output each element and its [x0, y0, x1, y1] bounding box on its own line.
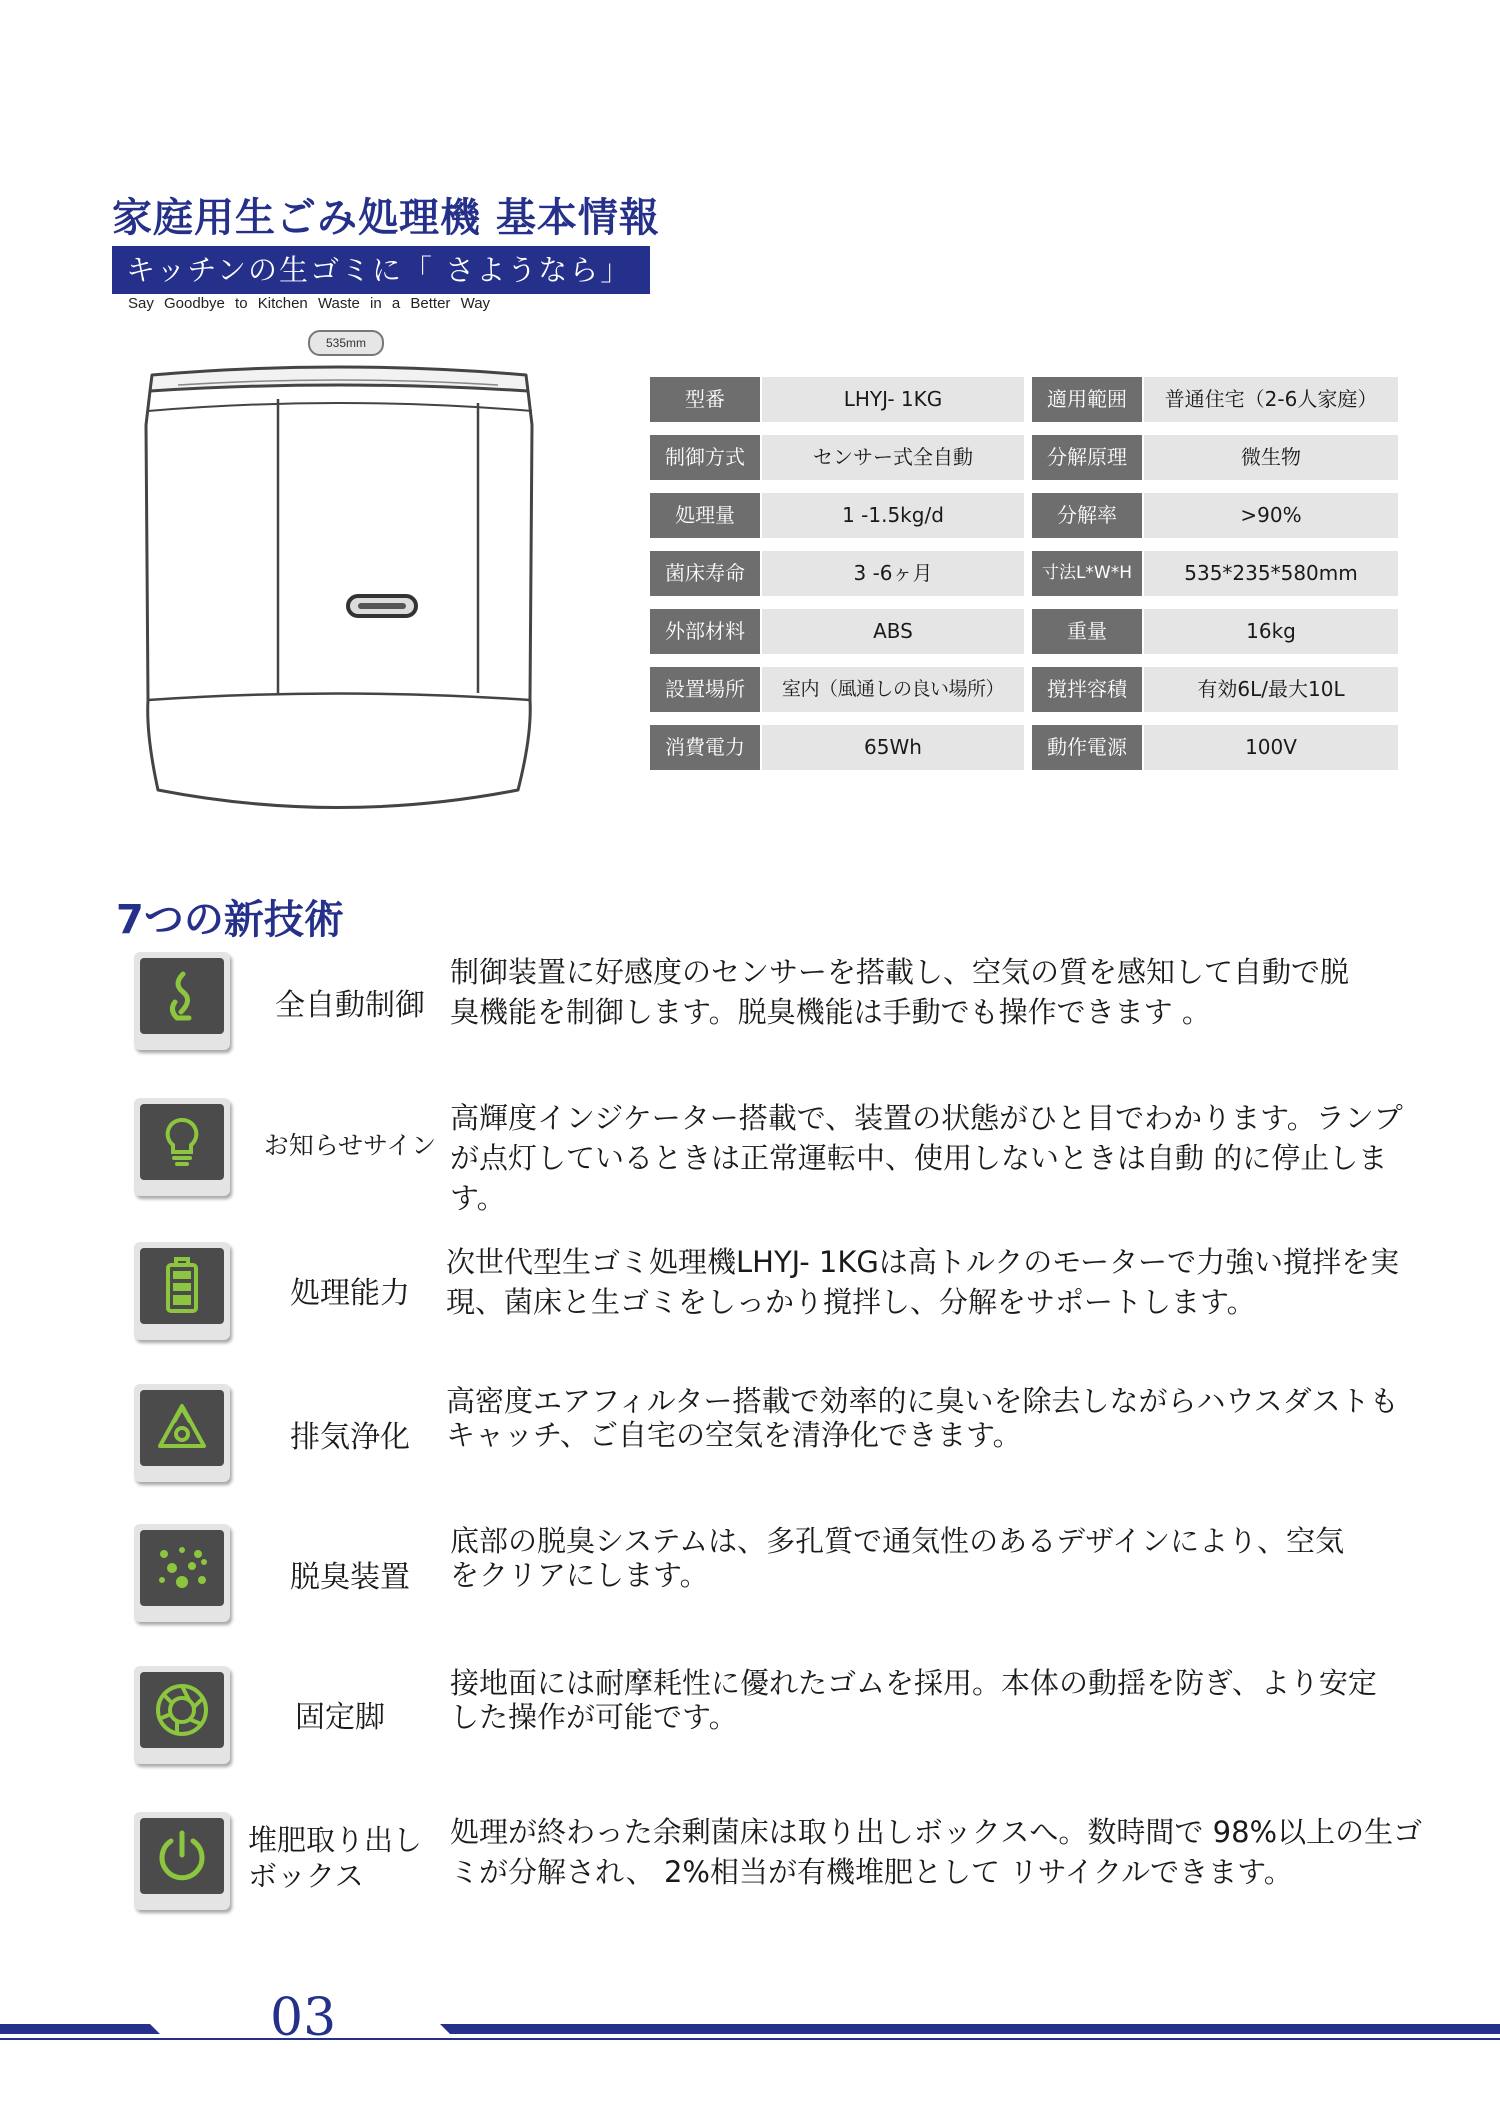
battery-icon	[162, 1257, 202, 1315]
spec-value: 有効6L/最大10L	[1144, 667, 1398, 712]
spec-table	[650, 377, 1398, 775]
feature-icon-tile	[134, 1384, 230, 1482]
dimension-label: 535mm	[308, 330, 384, 356]
feature-icon-tile	[134, 952, 230, 1050]
footer-rule	[0, 2014, 1500, 2054]
spec-value: 100V	[1144, 725, 1398, 770]
feature-description: 高密度エアフィルター搭載で効率的に臭いを除去しながらハウスダストもキャッチ、ご自宅の空気を清浄化できます。	[446, 1384, 1399, 1452]
feature-label: 全自動制御	[275, 988, 425, 1023]
feature-compost-box	[130, 1812, 1423, 1922]
spec-value: 普通住宅（2-6人家庭）	[1144, 377, 1398, 422]
spec-value: 65Wh	[762, 725, 1024, 770]
feature-auto-control	[130, 952, 1420, 1062]
tagline-subtitle: Say Goodbye to Kitchen Waste in a Better Way	[128, 295, 491, 312]
page-title: 家庭用生ごみ処理機 基本情報	[112, 195, 660, 241]
feature-label: 堆肥取り出しボックス	[248, 1823, 423, 1893]
spec-row	[650, 377, 1398, 422]
spec-key: 制御方式	[650, 435, 760, 480]
spec-row	[650, 493, 1398, 538]
spec-key: 寸法L*W*H	[1032, 551, 1142, 596]
spec-value: >90%	[1144, 493, 1398, 538]
spec-key: 適用範囲	[1032, 377, 1142, 422]
spec-value: 16kg	[1144, 609, 1398, 654]
feature-description: 底部の脱臭システムは、多孔質で通気性のあるデザインにより、空気をクリアにします。	[450, 1524, 1345, 1592]
spec-value: 微生物	[1144, 435, 1398, 480]
feature-description: 処理が終わった余剰菌床は取り出しボックスへ。数時間で 98%以上の生ゴミが分解され、 2%相当が有機堆肥として リサイクルできます。	[450, 1815, 1423, 1889]
spec-value: 3 -6ヶ月	[762, 551, 1024, 596]
dots-icon	[152, 1540, 212, 1596]
feature-processing-capacity	[130, 1242, 1420, 1352]
spec-row	[650, 667, 1398, 712]
feature-icon-tile	[134, 1524, 230, 1622]
feature-deodorizer	[130, 1524, 1420, 1634]
feature-description: 制御装置に好感度のセンサーを搭載し、空気の質を感知して自動で脱臭機能を制御します。脱臭機能は手動でも操作できます 。	[450, 955, 1350, 1029]
feature-description: 接地面には耐摩耗性に優れたゴムを採用。本体の動揺を防ぎ、より安定した操作が可能です。	[450, 1666, 1377, 1734]
feature-icon-tile	[134, 1098, 230, 1196]
feature-label: お知らせサイン	[263, 1131, 437, 1160]
spec-key: 型番	[650, 377, 760, 422]
recycle-icon	[152, 1400, 212, 1456]
feature-exhaust-purification	[130, 1384, 1420, 1494]
spec-key: 設置場所	[650, 667, 760, 712]
spec-key: 分解原理	[1032, 435, 1142, 480]
section-title: 7つの新技術	[116, 897, 344, 943]
spec-key: 動作電源	[1032, 725, 1142, 770]
spec-row	[650, 435, 1398, 480]
spec-key: 分解率	[1032, 493, 1142, 538]
spec-key: 重量	[1032, 609, 1142, 654]
spec-row	[650, 551, 1398, 596]
feature-notification-sign	[130, 1098, 1420, 1215]
spec-key: 消費電力	[650, 725, 760, 770]
feature-description: 次世代型生ゴミ処理機LHYJ- 1KGは高トルクのモーターで力強い撹拌を実現、菌床と生ゴミをしっかり撹拌し、分解をサポートします。	[446, 1245, 1400, 1319]
tagline-banner: キッチンの生ゴミに「 さようなら」	[112, 246, 650, 294]
lightbulb-icon	[158, 1114, 206, 1170]
spec-row	[650, 725, 1398, 770]
spec-value: 室内（風通しの良い場所）	[762, 667, 1024, 712]
spec-row	[650, 609, 1398, 654]
feature-description: 高輝度インジケーター搭載で、装置の状態がひと目でわかります。ランプが点灯しているときは正常運転中、使用しないときは自動 的に停止します。	[450, 1101, 1403, 1215]
feature-fixed-feet	[130, 1666, 1420, 1776]
feature-label: 排気浄化	[290, 1420, 410, 1455]
spec-value: 1 -1.5kg/d	[762, 493, 1024, 538]
feature-icon-tile	[134, 1242, 230, 1340]
spec-key: 処理量	[650, 493, 760, 538]
power-icon	[153, 1827, 211, 1885]
product-illustration	[138, 355, 540, 830]
feature-label: 処理能力	[290, 1276, 410, 1311]
spec-value: LHYJ- 1KG	[762, 377, 1024, 422]
feature-label: 脱臭装置	[290, 1560, 410, 1595]
spec-value: センサー式全自動	[762, 435, 1024, 480]
page-number: 03	[270, 1988, 337, 2048]
feature-icon-tile	[134, 1666, 230, 1764]
spec-value: 535*235*580mm	[1144, 551, 1398, 596]
feature-label: 固定脚	[295, 1700, 385, 1735]
spec-key: 外部材料	[650, 609, 760, 654]
spec-key: 菌床寿命	[650, 551, 760, 596]
spec-key: 撹拌容積	[1032, 667, 1142, 712]
spec-value: ABS	[762, 609, 1024, 654]
feature-icon-tile	[134, 1812, 230, 1910]
aperture-icon	[153, 1681, 211, 1739]
flame-icon	[157, 968, 207, 1024]
